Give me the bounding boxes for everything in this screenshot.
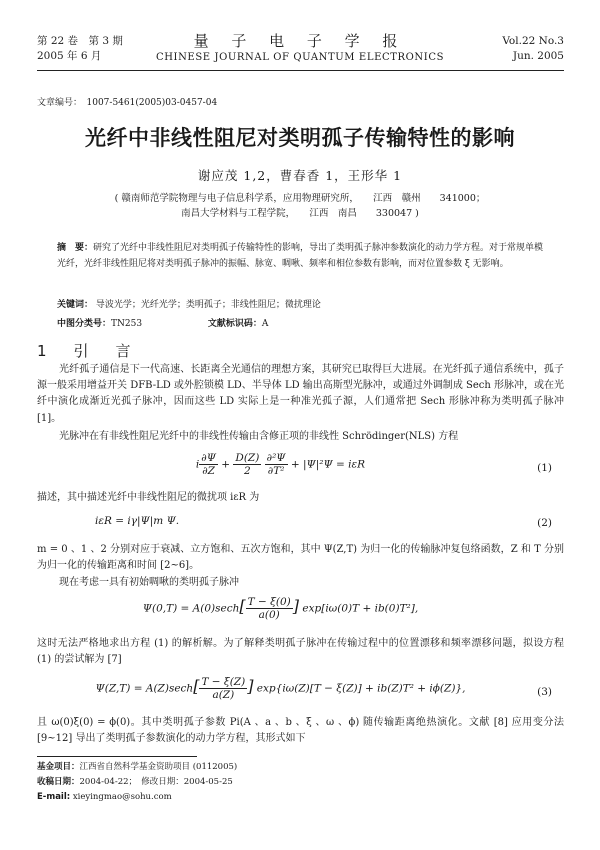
footnote-rule xyxy=(37,756,197,757)
journal-name-cn: 量 子 电 子 学 报 xyxy=(193,32,407,50)
header-rule xyxy=(37,70,564,71)
footnote-funding-label: 基金项目： xyxy=(37,762,80,772)
equation-3-body: Ψ(Z,T) = A(Z)sech[ $\frac{T - \xi(Z)}{a(Z)}$ ] exp{iω(Z)[T − ξ(Z)] + ib(Z)T² + iϕ(Z)}, xyxy=(95,676,466,701)
journal-name-en: CHINESE JOURNAL OF QUANTUM ELECTRONICS xyxy=(155,52,445,63)
footnote-funding xyxy=(37,760,237,775)
equation-3 xyxy=(37,676,564,710)
clc-value: TN253 xyxy=(111,319,143,329)
volume-issue: 第 22 卷 第 3 期 xyxy=(37,35,123,47)
classification xyxy=(57,316,547,329)
keywords xyxy=(57,297,547,310)
affiliation-2: 南昌大学材料与工程学院， 江西 南昌 330047 ) xyxy=(181,208,419,219)
equation-3-number: (3) xyxy=(537,686,552,698)
intro-paragraph-2: 光脉冲在有非线性阻尼光纤中的非线性传输由含修正项的非线性 Schrödinger(NLS) 方程 xyxy=(59,431,459,442)
affiliations xyxy=(80,191,520,221)
footnote-email-text: xieyingmao@sohu.com xyxy=(72,792,172,802)
abstract-text: 研究了光纤中非线性阻尼对类明孤子传输特性的影响，导出了类明孤子脉冲参数演化的动力学方程。对于常规单模光纤，光纤非线性阻尼将对类明孤子脉冲的振幅、脉宽、啁啾、频率和相位参数有影响，而对位置参数 ξ 无影响。 xyxy=(57,243,544,269)
date-en: Jun. 2005 xyxy=(512,50,564,62)
paragraph-trial-solution: 这时无法严格地求出方程 (1) 的解析解。为了解释类明孤子脉冲在传输过程中的位置漂移和频率漂移问题，拟设方程 (1) 的尝试解为 [7] xyxy=(37,638,564,666)
header-right xyxy=(502,34,564,64)
abstract xyxy=(57,240,547,272)
authors: 谢应茂 1,2，曹春香 1，王形华 1 xyxy=(197,168,403,183)
footnote-email xyxy=(37,790,172,805)
keywords-label: 关键词： xyxy=(57,300,94,310)
issue-date: 2005 年 6 月 xyxy=(37,50,102,62)
paragraph-parameters: 且 ω(0)ξ(0) = ϕ(0)。其中类明孤子参数 Pi(A 、a 、b 、ξ 、ω 、ϕ) 随传输距离绝热演化。文献 [8] 应用变分法 [9~12] 导出了类明孤子参数演化的动力学方程，其形式如下 xyxy=(37,717,564,745)
doc-code-label: 文献标识码： xyxy=(207,319,262,329)
keywords-text: 导波光学；光纤光学；类明孤子；非线性阻尼；微扰理论 xyxy=(95,300,321,310)
clc-label: 中图分类号： xyxy=(57,319,112,329)
paragraph-m-values: m = 0 、1 、2 分别对应于衰减、立方饱和、五次方饱和，其中 Ψ(Z,T) 为归一化的传输脉冲复包络函数，Z 和 T 分别为归一化的传输距离和时间 [2~6]。 xyxy=(37,544,564,572)
article-number: 文章编号： 1007-5461(2005)03-0457-04 xyxy=(37,98,218,108)
abstract-label: 摘 要： xyxy=(57,243,94,253)
equation-2 xyxy=(37,515,564,533)
affiliation-1: ( 赣南师范学院物理与电子信息科学系，应用物理研究所， 江西 赣州 341000； xyxy=(114,193,486,204)
footnote-dates-label: 收稿日期： xyxy=(37,777,80,787)
intro-paragraph-1: 光纤孤子通信是下一代高速、长距离全光通信的理想方案，其研究已取得巨大进展。在光纤孤子通信系统中，孤子源一般采用增益开关 DFB-LD 或外腔锁模 LD、半导体 LD 输出高斯型光脉冲，或通过外调制成 Sech 形脉冲，或在光纤中演化成渐近光孤子脉冲，因而这些 LD 实际上是一种准光孤子源，人们通常把 Sech 形脉冲称为类明孤子脉冲 [1]。 xyxy=(37,364,564,424)
footnote-email-label: E-mail: xyxy=(37,792,71,802)
equation-initial xyxy=(37,596,564,630)
doc-code-value: A xyxy=(261,319,269,329)
equation-1-body: i $\frac{\partial\Psi}{\partial Z}$ + $\frac{D(Z)}{2}$ $\frac{\text{∂²Ψ}}{\text{∂T²}}$ + |Ψ|²Ψ = iεR xyxy=(195,452,366,477)
equation-1 xyxy=(37,452,564,486)
section-heading: 1 引 言 xyxy=(37,342,137,360)
paragraph-initial-pulse: 现在考虑一具有初始啁啾的类明孤子脉冲 xyxy=(59,577,239,588)
volume-en: Vol.22 No.3 xyxy=(502,35,564,47)
footnote-dates xyxy=(37,775,233,790)
paper-title: 光纤中非线性阻尼对类明孤子传输特性的影响 xyxy=(85,126,515,150)
paragraph-describe: 描述，其中描述光纤中非线性阻尼的微扰项 iεR 为 xyxy=(37,492,260,503)
equation-1-number: (1) xyxy=(537,462,552,474)
journal-title xyxy=(130,30,470,63)
equation-initial-body: Ψ(0,T) = A(0)sech[ $\frac{T - \xi(0)}{a(0)}$ ] exp[iω(0)T + ib(0)T²], xyxy=(142,596,419,621)
equation-2-number: (2) xyxy=(537,517,552,529)
footnote-funding-text: 江西省自然科学基金资助项目 (0112005) xyxy=(79,762,238,772)
footnote-dates-text: 2004-04-22； 修改日期：2004-05-25 xyxy=(79,777,233,787)
equation-2-body: iεR = iγ|Ψ|m Ψ. xyxy=(95,515,180,527)
header-left xyxy=(37,34,123,64)
